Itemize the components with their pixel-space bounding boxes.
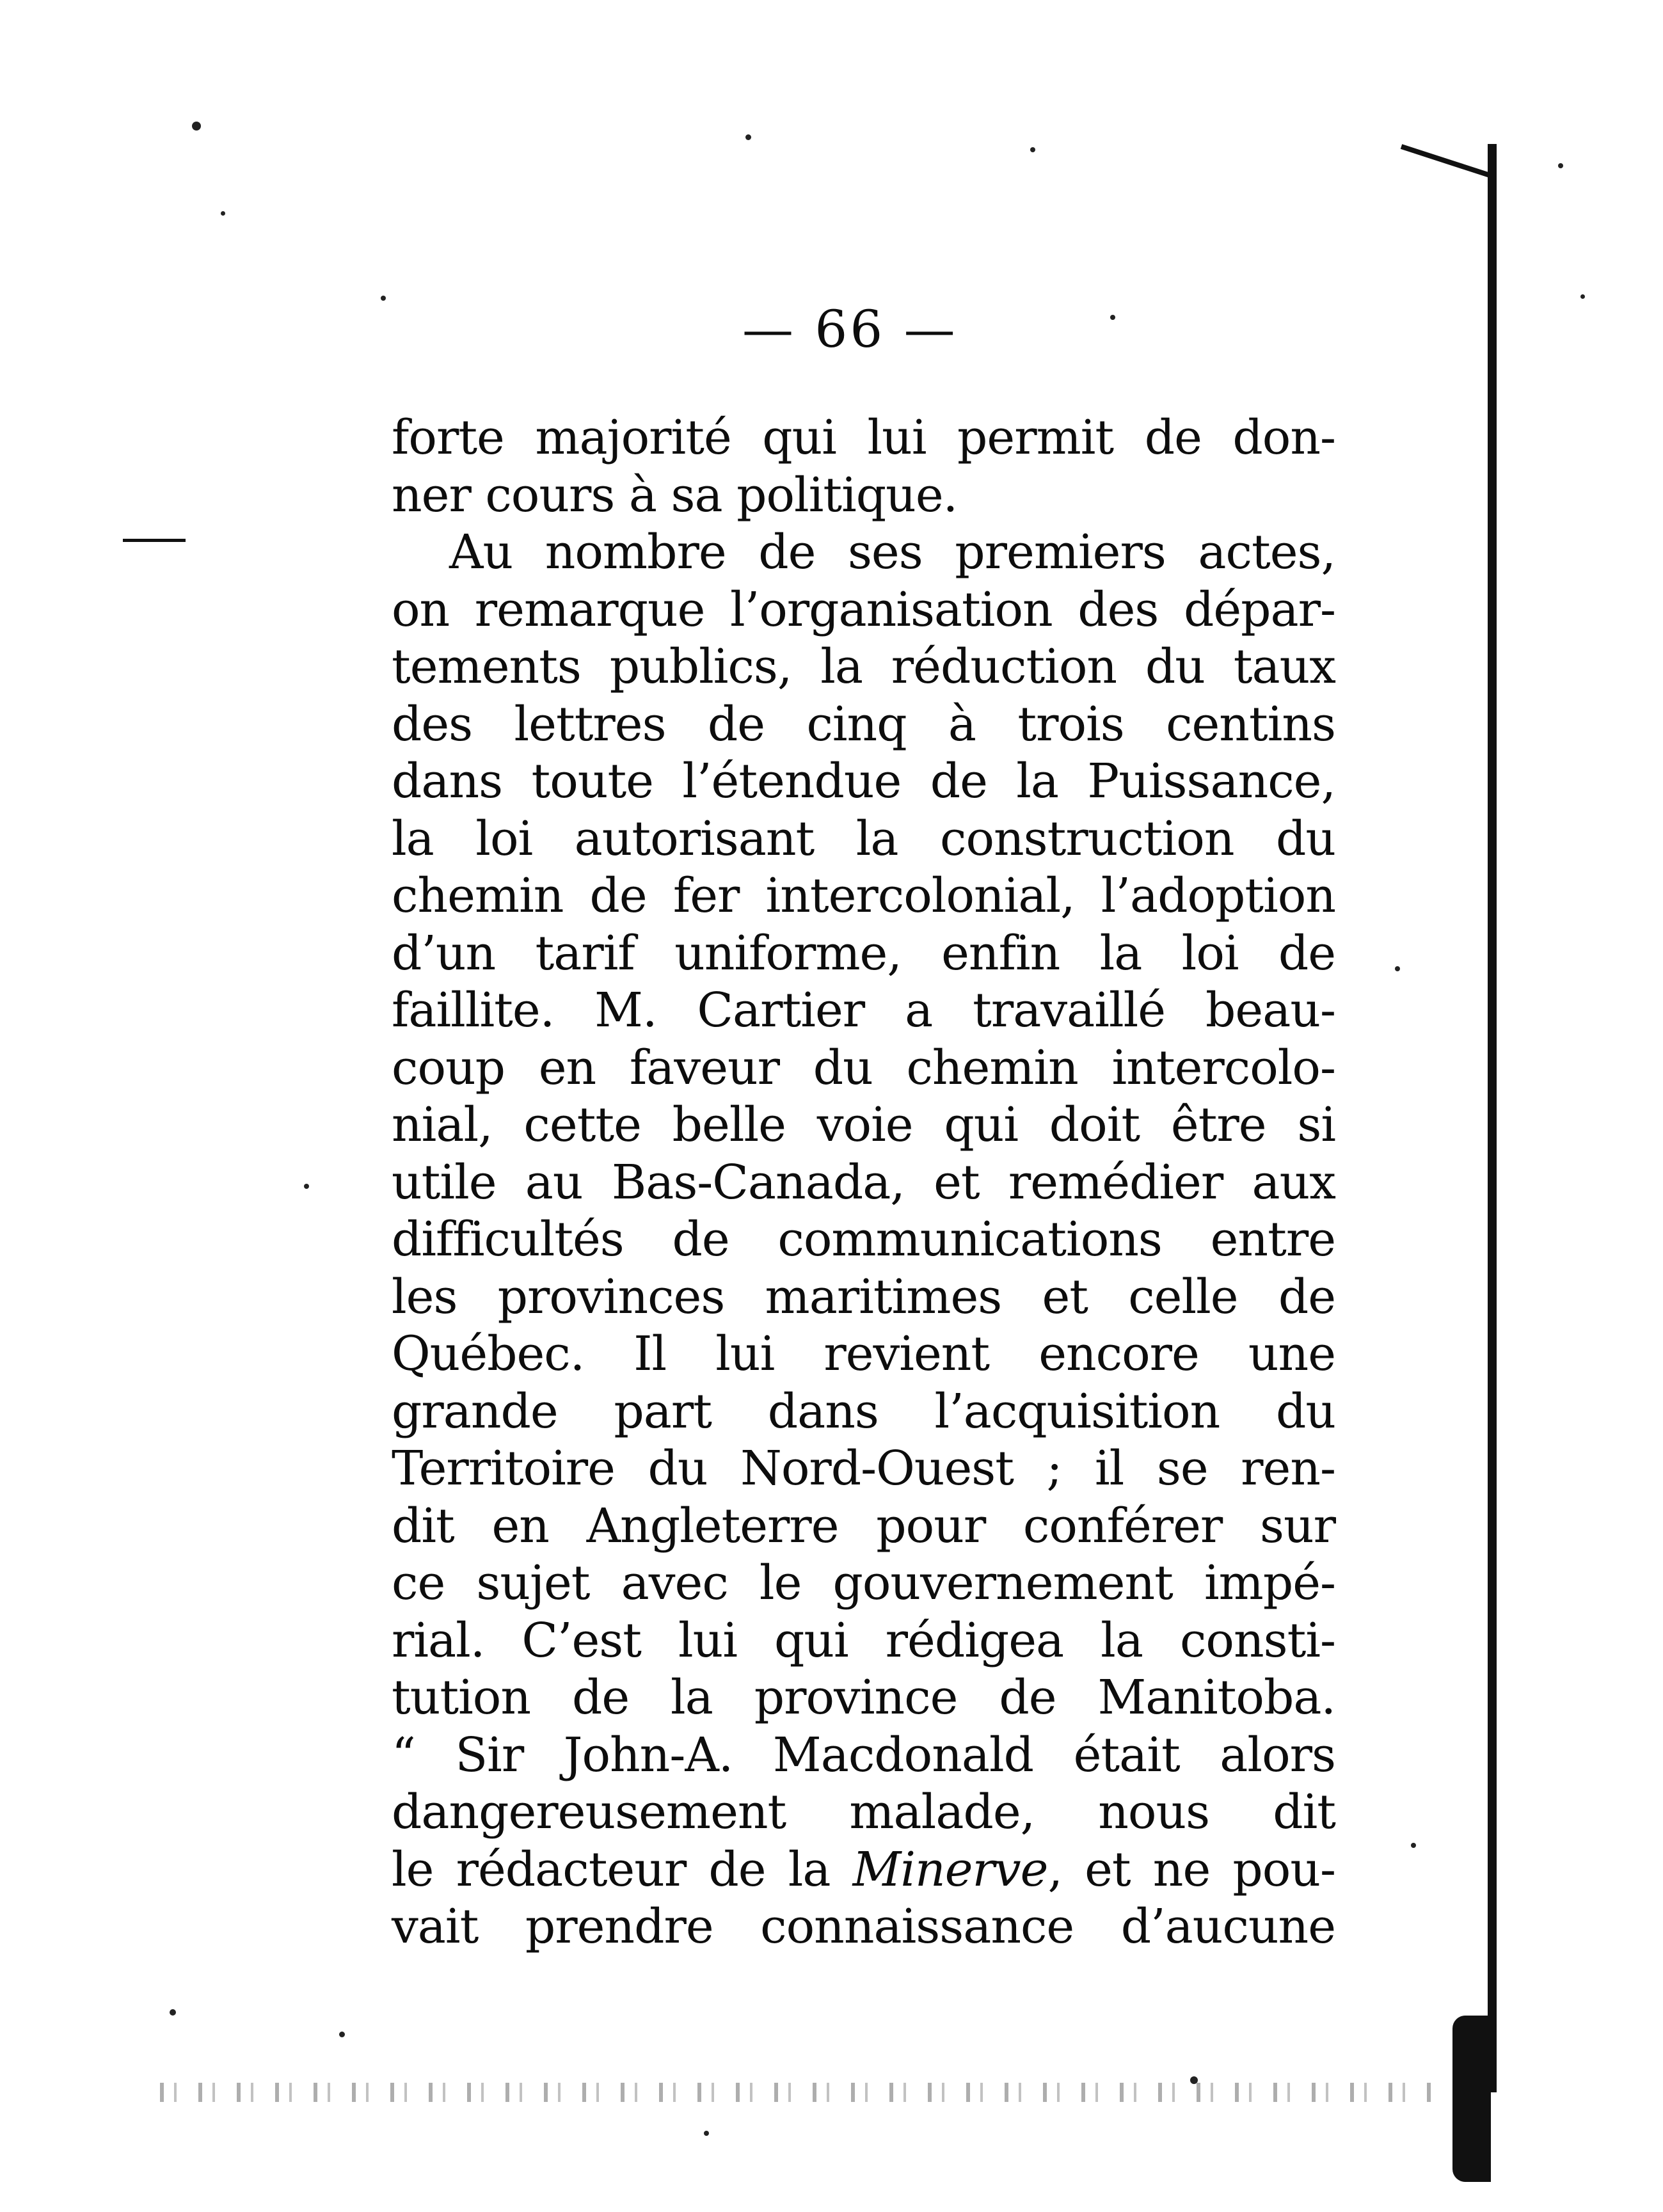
scan-speck — [381, 296, 386, 301]
text-fragment: le rédacteur de la — [392, 1842, 853, 1897]
text-line: Territoire du Nord-Ouest ; il se ren- — [392, 1441, 1335, 1496]
scan-speck — [170, 2009, 176, 2016]
text-line: tements publics, la réduction du taux — [392, 639, 1335, 694]
text-line: ner cours à sa politique. — [392, 467, 958, 523]
text-line: tution de la province de Manitoba. — [392, 1670, 1335, 1725]
body-text — [392, 410, 1335, 1956]
binding-edge-bottom — [1452, 2016, 1491, 2182]
text-line: forte majorité qui lui permit de don- — [392, 410, 1335, 465]
page-number: — 66 — — [742, 299, 958, 359]
scan-speck — [304, 1184, 309, 1189]
scan-speck — [745, 134, 751, 140]
text-line: nial, cette belle voie qui doit être si — [392, 1097, 1335, 1152]
scan-speck — [221, 211, 225, 216]
text-line: la loi autorisant la construction du — [392, 811, 1335, 866]
text-line: grande part dans l’acquisition du — [392, 1383, 1335, 1439]
text-line: vait prendre connaissance d’aucune — [392, 1899, 1335, 1954]
scan-speck — [704, 2131, 709, 2136]
text-line: dangereusement malade, nous dit — [392, 1785, 1335, 1840]
scan-speck — [1030, 147, 1035, 152]
text-line: Québec. Il lui revient encore une — [392, 1326, 1335, 1381]
journal-title: Minerve — [852, 1842, 1048, 1897]
text-line: faillite. M. Cartier a travaillé beau- — [392, 983, 1335, 1038]
binding-edge — [1488, 144, 1497, 2092]
text-line: rial. C’est lui qui rédigea la consti- — [392, 1612, 1335, 1668]
text-line: dit en Angleterre pour conférer sur — [392, 1498, 1335, 1554]
scan-noise — [160, 2083, 1440, 2102]
scan-speck — [1110, 315, 1115, 320]
text-line: chemin de fer intercolonial, l’adoption — [392, 868, 1335, 923]
scan-speck — [192, 122, 201, 131]
text-line: d’un tarif uniforme, enfin la loi de — [392, 925, 1335, 981]
text-line: coup en faveur du chemin intercolo- — [392, 1040, 1335, 1095]
scan-speck — [1190, 2076, 1198, 2084]
binding-edge-top — [1401, 144, 1493, 179]
text-line: on remarque l’organisation des dépar- — [392, 582, 1335, 637]
text-line: utile au Bas-Canada, et remédier aux — [392, 1154, 1335, 1210]
scan-speck — [1411, 1843, 1416, 1848]
text-line: difficultés de communications entre — [392, 1212, 1335, 1267]
scan-speck — [1580, 294, 1585, 299]
text-line-minerve — [392, 1842, 1335, 1899]
scan-speck — [1558, 163, 1563, 168]
text-line: Au nombre de ses premiers actes, — [449, 525, 1335, 580]
margin-mark — [123, 539, 186, 542]
text-line: dans toute l’étendue de la Puissance, — [392, 754, 1335, 809]
scan-speck — [339, 2032, 345, 2037]
text-line: des lettres de cinq à trois centins — [392, 696, 1335, 752]
text-line: “ Sir John-A. Macdonald était alors — [392, 1727, 1335, 1783]
text-fragment: , et ne pou- — [1047, 1842, 1335, 1897]
scan-speck — [1395, 966, 1400, 971]
text-line: les provinces maritimes et celle de — [392, 1269, 1335, 1325]
text-line: ce sujet avec le gouvernement impé- — [392, 1556, 1335, 1611]
